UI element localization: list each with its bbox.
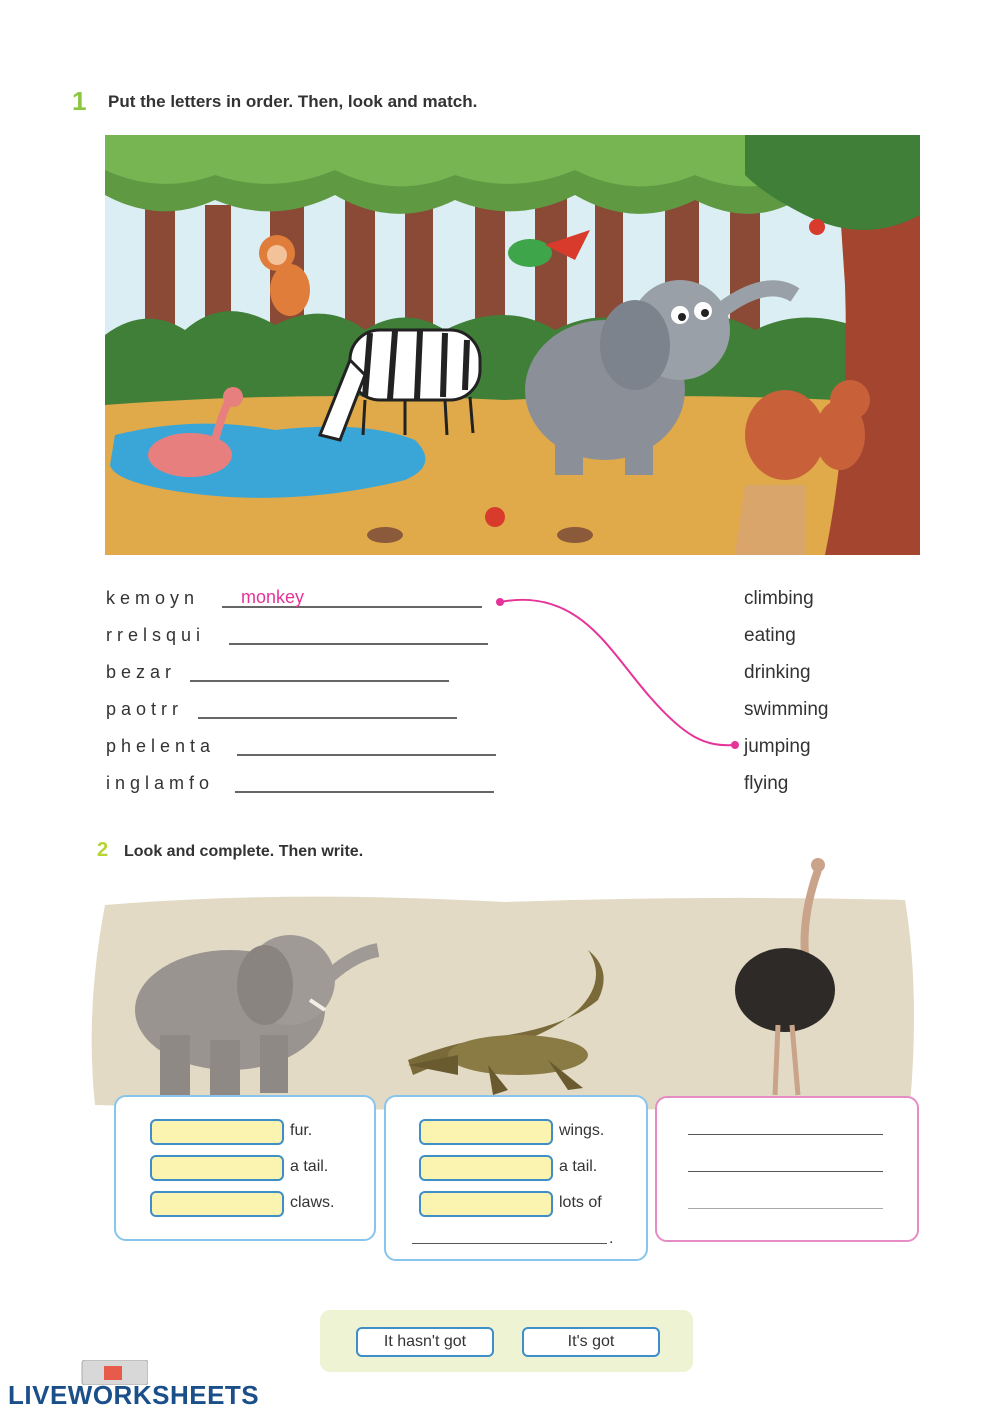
- word-bank-option[interactable]: It hasn't got: [356, 1327, 494, 1357]
- exercise-1-number: 1: [72, 86, 87, 116]
- match-connector-line: [490, 592, 750, 757]
- slot-label: fur.: [290, 1122, 313, 1139]
- exercise-1-instruction: Put the letters in order. Then, look and match.: [108, 92, 478, 111]
- match-verb[interactable]: climbing: [744, 588, 814, 609]
- match-verb[interactable]: eating: [744, 625, 796, 646]
- ostrich-photo: [730, 855, 840, 1105]
- exercise-2-instruction: Look and complete. Then write.: [124, 843, 364, 860]
- answer-slot[interactable]: [419, 1191, 553, 1217]
- answer-line[interactable]: [237, 754, 496, 756]
- answer-line[interactable]: [229, 643, 488, 645]
- slot-label: lots of: [559, 1194, 602, 1211]
- scrambled-word: kemoyn: [106, 588, 200, 608]
- answer-line[interactable]: [190, 680, 449, 682]
- write-line[interactable]: [688, 1134, 883, 1135]
- scrambled-word: rrelsqui: [106, 625, 206, 645]
- word-bank-option[interactable]: It's got: [522, 1327, 660, 1357]
- slot-label: wings.: [559, 1122, 605, 1139]
- answer-slot[interactable]: [150, 1119, 284, 1145]
- sentence-end: .: [609, 1230, 614, 1247]
- elephant-photo: [110, 915, 385, 1100]
- scrambled-word: bezar: [106, 662, 177, 682]
- liveworksheets-logo[interactable]: LIVEWORKSHEETS: [8, 1380, 260, 1410]
- answer-slot[interactable]: [419, 1155, 553, 1181]
- slot-label: a tail.: [559, 1158, 598, 1175]
- write-line[interactable]: [688, 1208, 883, 1209]
- answer-text: monkey: [241, 587, 305, 607]
- slot-label: claws.: [290, 1194, 335, 1211]
- answer-line[interactable]: [198, 717, 457, 719]
- exercise-2-number: 2: [97, 839, 109, 861]
- match-verb[interactable]: jumping: [744, 736, 811, 757]
- jungle-scene-illustration: [105, 135, 920, 555]
- answer-slot[interactable]: [150, 1191, 284, 1217]
- match-verb[interactable]: flying: [744, 773, 789, 794]
- crocodile-photo: [398, 940, 633, 1100]
- answer-slot[interactable]: [150, 1155, 284, 1181]
- slot-label: a tail.: [290, 1158, 329, 1175]
- write-line[interactable]: [412, 1243, 607, 1244]
- answer-slot[interactable]: [419, 1119, 553, 1145]
- scrambled-word: phelenta: [106, 736, 216, 756]
- write-line[interactable]: [688, 1171, 883, 1172]
- match-verb[interactable]: drinking: [744, 662, 811, 683]
- answer-line[interactable]: [235, 791, 494, 793]
- ostrich-card: [655, 1096, 919, 1242]
- scrambled-word: paotrr: [106, 699, 184, 719]
- match-verb[interactable]: swimming: [744, 699, 829, 720]
- scrambled-word: inglamfo: [106, 773, 215, 793]
